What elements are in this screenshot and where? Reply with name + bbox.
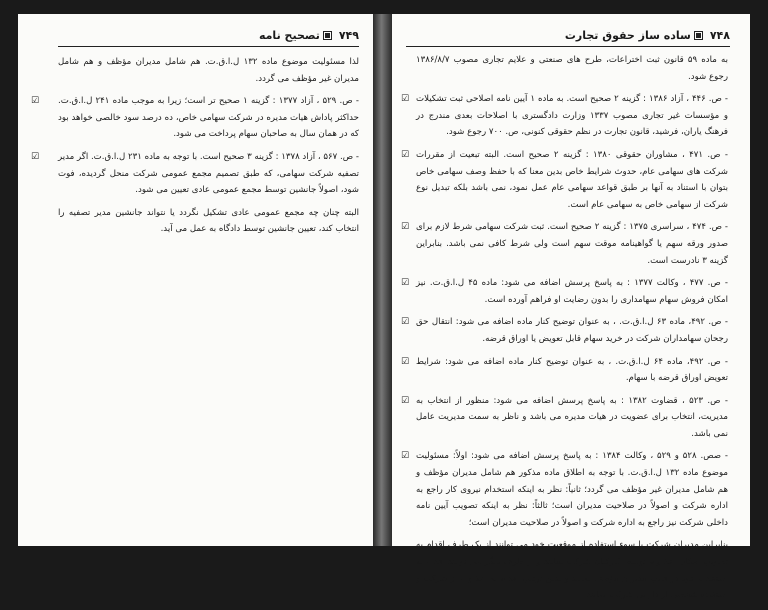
right-paragraph: ☑ - ص. ۴۷۴ ، سراسری ۱۳۷۵ : گزینه ۲ صحیح است. ثبت شرکت سهامی شرط لازم برای صدور ورقه سهم یا گواهینامه موقت سهم است ولی شرط کافی نمی باشد. بنابراین گزینه ۳ نادرست است. <box>402 219 728 269</box>
left-page <box>18 14 373 546</box>
left-paragraph: لذا مسئولیت موضوع ماده ۱۳۲ ل.ا.ق.ت. هم شامل مدیران مؤظف و هم شامل مدیران غیر مؤظف می گردد. <box>58 57 359 84</box>
checked-box-icon: ☑ <box>400 395 410 406</box>
checked-box-icon: ☑ <box>400 222 410 233</box>
right-page-body <box>402 52 728 610</box>
left-paragraph: البته چنان چه مجمع عمومی عادی تشکیل نگردد یا نتواند جانشین مدیر تصفیه را انتخاب کند، تعیین جانشین توسط دادگاه به عمل می آید. <box>58 207 359 235</box>
right-paragraph: ☑ - ص. ۴۹۲، ماده ۶۴ ل.ا.ق.ت. ، به عنوان توضیح کنار ماده اضافه می شود: شرایط تعویض اوراق قرضه با سهام. <box>402 354 728 387</box>
left-paragraph: ☑ - ص. ۵۲۹ ، آزاد ۱۳۷۷ : گزینه ۱ صحیح تر است؛ زیرا به موجب ماده ۲۴۱ ل.ا.ق.ت. حداکثر پاداش هیات مدیره در شرکت سهامی خاص، ده درصد سود خالصی خواهد بود که در همان سال به صاحبان سهام پرداخت می شود. <box>58 93 359 143</box>
left-page-title: تصحیح نامه <box>258 28 320 42</box>
right-paragraph: ☑ - صص. ۵۲۸ و ۵۲۹ ، وکالت ۱۳۸۴ : به پاسخ پرسش اضافه می شود: اولاً: مسئولیت موضوع ماده ۱۳۲ ل.ا.ق.ت. با توجه به اطلاق ماده مذکور هم شامل مدیران مؤظف و هم شامل مدیران غیر مؤظف می گردد؛ ثانیاً: نظر به اینکه استخدام نیروی کار راجع به اداره شرکت و اصولاً در صلاحیت مدیران است؛ ثالثاً: نظر به اینکه تصویب آیین نامه داخلی شرکت نیز راجع به اداره شرکت و اصولاً در صلاحیت مدیران است؛ <box>402 448 728 531</box>
header-square-icon <box>694 31 703 40</box>
checked-box-icon: ☑ <box>400 356 410 367</box>
right-paragraph: ☑ - ص. ۴۹۲، ماده ۶۳ ل.ا.ق.ت. ، به عنوان توضیح کنار ماده اضافه می شود: انتقال حق رجحان سهامداران شرکت در خرید سهام قابل تعویض یا اوراق قرضه. <box>402 314 728 347</box>
right-page-header <box>406 24 730 47</box>
right-page-title: ساده ساز حقوق تجارت <box>564 28 691 42</box>
left-paragraph: ☑ - ص. ۵۶۷ ، آزاد ۱۳۷۸ : گزینه ۳ صحیح است. با توجه به ماده ۲۳۱ ل.ا.ق.ت. اگر مدیر تصفیه شرکت سهامی، که طبق تصمیم مجمع عمومی شرکت منحل گردیده، فوت شود، اصولاً جانشین توسط مجمع عمومی عادی تعیین می شود. <box>58 149 359 199</box>
right-paragraph: ☑ - ص. ۴۷۱ ، مشاوران حقوقی ۱۳۸۰ : گزینه ۲ صحیح است. البته تبعیت از مقررات شرکت های سهامی عام، حدوث شرایط خاص بدین معنا که با حفظ وصف سهامی خاص بتوان با استناد به آنها بر طبق قواعد سهامی عام عمل نمود، نمی باشد بلکه تبدیل نوع شرکت از سهامی خاص به سهامی عام است. <box>402 147 728 213</box>
right-paragraph: به ماده ۵۹ قانون ثبت اختراعات، طرح های صنعتی و علایم تجاری مصوب ۱۳۸۶/۸/۷ رجوع شود. <box>416 55 728 82</box>
header-square-icon <box>323 31 332 40</box>
checked-box-icon: ☑ <box>30 96 40 107</box>
checked-box-icon: ☑ <box>400 317 410 328</box>
checked-box-icon: ☑ <box>400 278 410 289</box>
right-paragraph: بنابراین مدیران شرکت با سوء استفاده از موقعیت خود می توانند از یک طرف اقدام به تصویب امکان اخذ وام توسط کارکنان شرکت نمایند و از طرف دیگر می توانند اقدام به استخدام خود در قالب مدیران مؤظف نمایند و بدین ترتیب اقدام به اخذ وام از شرکت و استفاده شخصی از دارایی شرکت نمایند. <box>416 540 728 601</box>
right-page-number: ۷۴۸ <box>709 28 730 42</box>
right-paragraph: ☑ - ص. ۴۷۷ ، وکالت ۱۳۷۷ : به پاسخ پرسش اضافه می شود: ماده ۴۵ ل.ا.ق.ت. نیز امکان فروش سهام سهامداری را بدون رضایت او فراهم آورده است. <box>402 275 728 308</box>
checked-box-icon: ☑ <box>30 151 40 162</box>
checked-box-icon: ☑ <box>400 149 410 160</box>
right-paragraph: ☑ - ص. ۵۲۳ ، قضاوت ۱۳۸۲ : به پاسخ پرسش اضافه می شود: منظور از انتخاب به مدیریت، انتخاب برای عضویت در هیات مدیره می باشد و ناظر به سمت مدیریت عامل نمی باشد. <box>402 393 728 443</box>
book-gutter <box>373 14 392 546</box>
left-page-number: ۷۴۹ <box>338 28 359 42</box>
left-page-header <box>58 24 359 47</box>
checked-box-icon: ☑ <box>400 451 410 462</box>
checked-box-icon: ☑ <box>400 94 410 105</box>
right-paragraph: ☑ - ص. ۴۴۶ ، آزاد ۱۳۸۶ : گزینه ۲ صحیح است. به ماده ۱ آیین نامه اصلاحی ثبت تشکیلات و مؤسسات غیر تجاری مصوب ۱۳۳۷ وزارت دادگستری با اصلاحات بعدی مندرج در فرهنگ یاران، فرشید، قانون تجارت در نظم حقوقی کنونی، ص. ۷۰۰ رجوع شود. <box>402 91 728 141</box>
left-page-body <box>30 54 359 244</box>
right-page <box>392 14 750 601</box>
